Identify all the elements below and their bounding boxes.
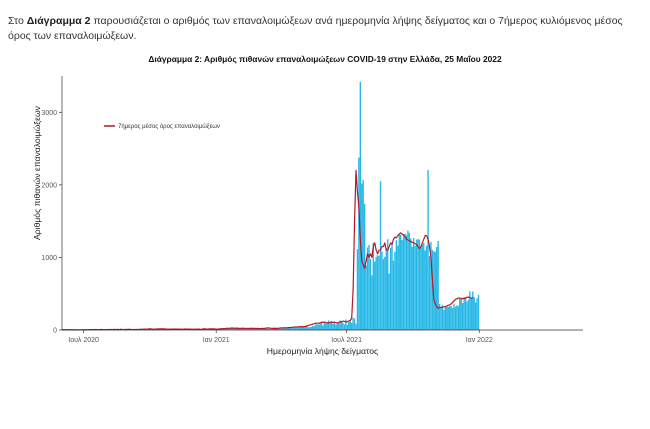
bar [476, 298, 477, 330]
bar [474, 297, 475, 330]
bar [409, 233, 410, 330]
bar [383, 259, 384, 330]
bar [319, 323, 320, 330]
bar [384, 257, 385, 330]
bar [363, 180, 364, 330]
bar [387, 239, 388, 330]
bar [475, 302, 476, 330]
bar [355, 324, 356, 330]
bar [416, 240, 417, 330]
bar [423, 243, 424, 330]
bar [393, 260, 394, 330]
bar [316, 324, 317, 330]
bar [452, 308, 453, 330]
bar [352, 318, 353, 330]
bar [436, 247, 437, 330]
legend [104, 123, 220, 130]
bar [360, 82, 361, 330]
bar [410, 238, 411, 330]
bar [404, 234, 405, 330]
bar [394, 252, 395, 330]
bar [427, 170, 428, 330]
bar [446, 307, 447, 330]
bar [442, 305, 443, 330]
bar [314, 326, 315, 330]
bar [420, 247, 421, 330]
bar [417, 239, 418, 330]
bar [311, 327, 312, 330]
bar [298, 328, 299, 330]
bar [312, 326, 313, 330]
bar [351, 323, 352, 330]
bar [357, 249, 358, 330]
bar [332, 324, 333, 330]
bar [414, 246, 415, 330]
bar [295, 328, 296, 330]
bar [471, 298, 472, 330]
bar [370, 259, 371, 330]
bar [350, 321, 351, 330]
bar [396, 240, 397, 330]
bar [325, 323, 326, 330]
bar [406, 235, 407, 330]
bar [344, 324, 345, 330]
bar [456, 305, 457, 330]
legend-label: 7ήμερος μέσος όρος επαναλοιμώξεων [118, 124, 220, 130]
y-axis-title: Αριθμός πιθανών επαναλοιμώξεων [32, 106, 42, 240]
bar [337, 323, 338, 330]
bar [440, 307, 441, 330]
bar [299, 327, 300, 330]
bar [308, 327, 309, 330]
bar [348, 322, 349, 330]
bar [309, 327, 310, 330]
bar [377, 255, 378, 330]
intro-suffix: παρουσιάζεται ο αριθμός των επαναλοιμώξεων ανά ημερομηνία λήψης δείγματος και ο 7ήμερος κυλιόμενος μέσος όρος των επαναλοιμώξεων. [8, 15, 623, 42]
bar [321, 323, 322, 330]
bar [435, 252, 436, 330]
bar [443, 310, 444, 330]
bars-layer [61, 82, 479, 331]
bar [390, 248, 391, 330]
bar [399, 234, 400, 330]
x-tick-label: Ιαν 2022 [465, 337, 493, 344]
bar [429, 256, 430, 330]
bar [381, 251, 382, 330]
intro-bold: Διάγραμμα 2 [26, 15, 91, 27]
bar [371, 275, 372, 330]
bar [315, 325, 316, 330]
bar [347, 325, 348, 330]
bar [426, 246, 427, 330]
bar [388, 274, 389, 330]
y-tick-label: 0 [53, 327, 57, 335]
bar [422, 245, 423, 330]
x-tick-label: Ιουλ 2021 [331, 337, 362, 344]
bar [448, 307, 449, 330]
bar [437, 241, 438, 330]
bar [397, 246, 398, 330]
bar [478, 295, 479, 330]
bar [466, 302, 467, 330]
bar [318, 325, 319, 330]
bar [345, 320, 346, 330]
y-tick-label: 3000 [41, 109, 57, 117]
x-tick-label: Ιαν 2021 [202, 337, 230, 344]
bar [450, 306, 451, 330]
bar [380, 181, 381, 330]
bar [373, 243, 374, 330]
y-tick-label: 2000 [41, 182, 57, 190]
bar [465, 298, 466, 330]
bar [468, 300, 469, 330]
bar [425, 250, 426, 330]
bar [407, 231, 408, 330]
x-tick-label: Ιουλ 2020 [68, 337, 99, 344]
bar [374, 262, 375, 330]
bar [401, 240, 402, 330]
bar [403, 234, 404, 330]
bar [378, 256, 379, 330]
bar [306, 326, 307, 330]
bar [367, 247, 368, 330]
y-tick-label: 1000 [41, 254, 57, 262]
bar [419, 240, 420, 330]
bar [459, 298, 460, 330]
intro-prefix: Στο [8, 15, 27, 27]
bar [463, 297, 464, 330]
bar [334, 323, 335, 330]
bar [391, 244, 392, 330]
bar [354, 319, 355, 330]
bar [329, 322, 330, 330]
bar [342, 323, 343, 330]
bar [455, 307, 456, 330]
bar [400, 235, 401, 330]
bar [376, 257, 377, 330]
bar [302, 327, 303, 330]
bar [324, 322, 325, 330]
bar [326, 322, 327, 330]
bar [449, 306, 450, 330]
bar [458, 306, 459, 330]
bar [335, 324, 336, 330]
bar [386, 248, 387, 330]
bar [301, 327, 302, 330]
bar [445, 308, 446, 330]
bar [328, 320, 329, 330]
bar [412, 247, 413, 330]
bar [462, 303, 463, 330]
x-axis-title: Ημερομηνία λήψης δείγματος [266, 346, 379, 356]
chart-title: Διάγραμμα 2: Αριθμός πιθανών επαναλοιμώξεων COVID-19 στην Ελλάδα, 25 Μαΐου 2022 [148, 54, 502, 64]
bar [358, 158, 359, 330]
bar [461, 299, 462, 330]
bar [322, 325, 323, 330]
bar [453, 304, 454, 330]
bar [338, 323, 339, 330]
bar [413, 238, 414, 330]
axes-layer [32, 76, 583, 356]
bar [365, 265, 366, 330]
